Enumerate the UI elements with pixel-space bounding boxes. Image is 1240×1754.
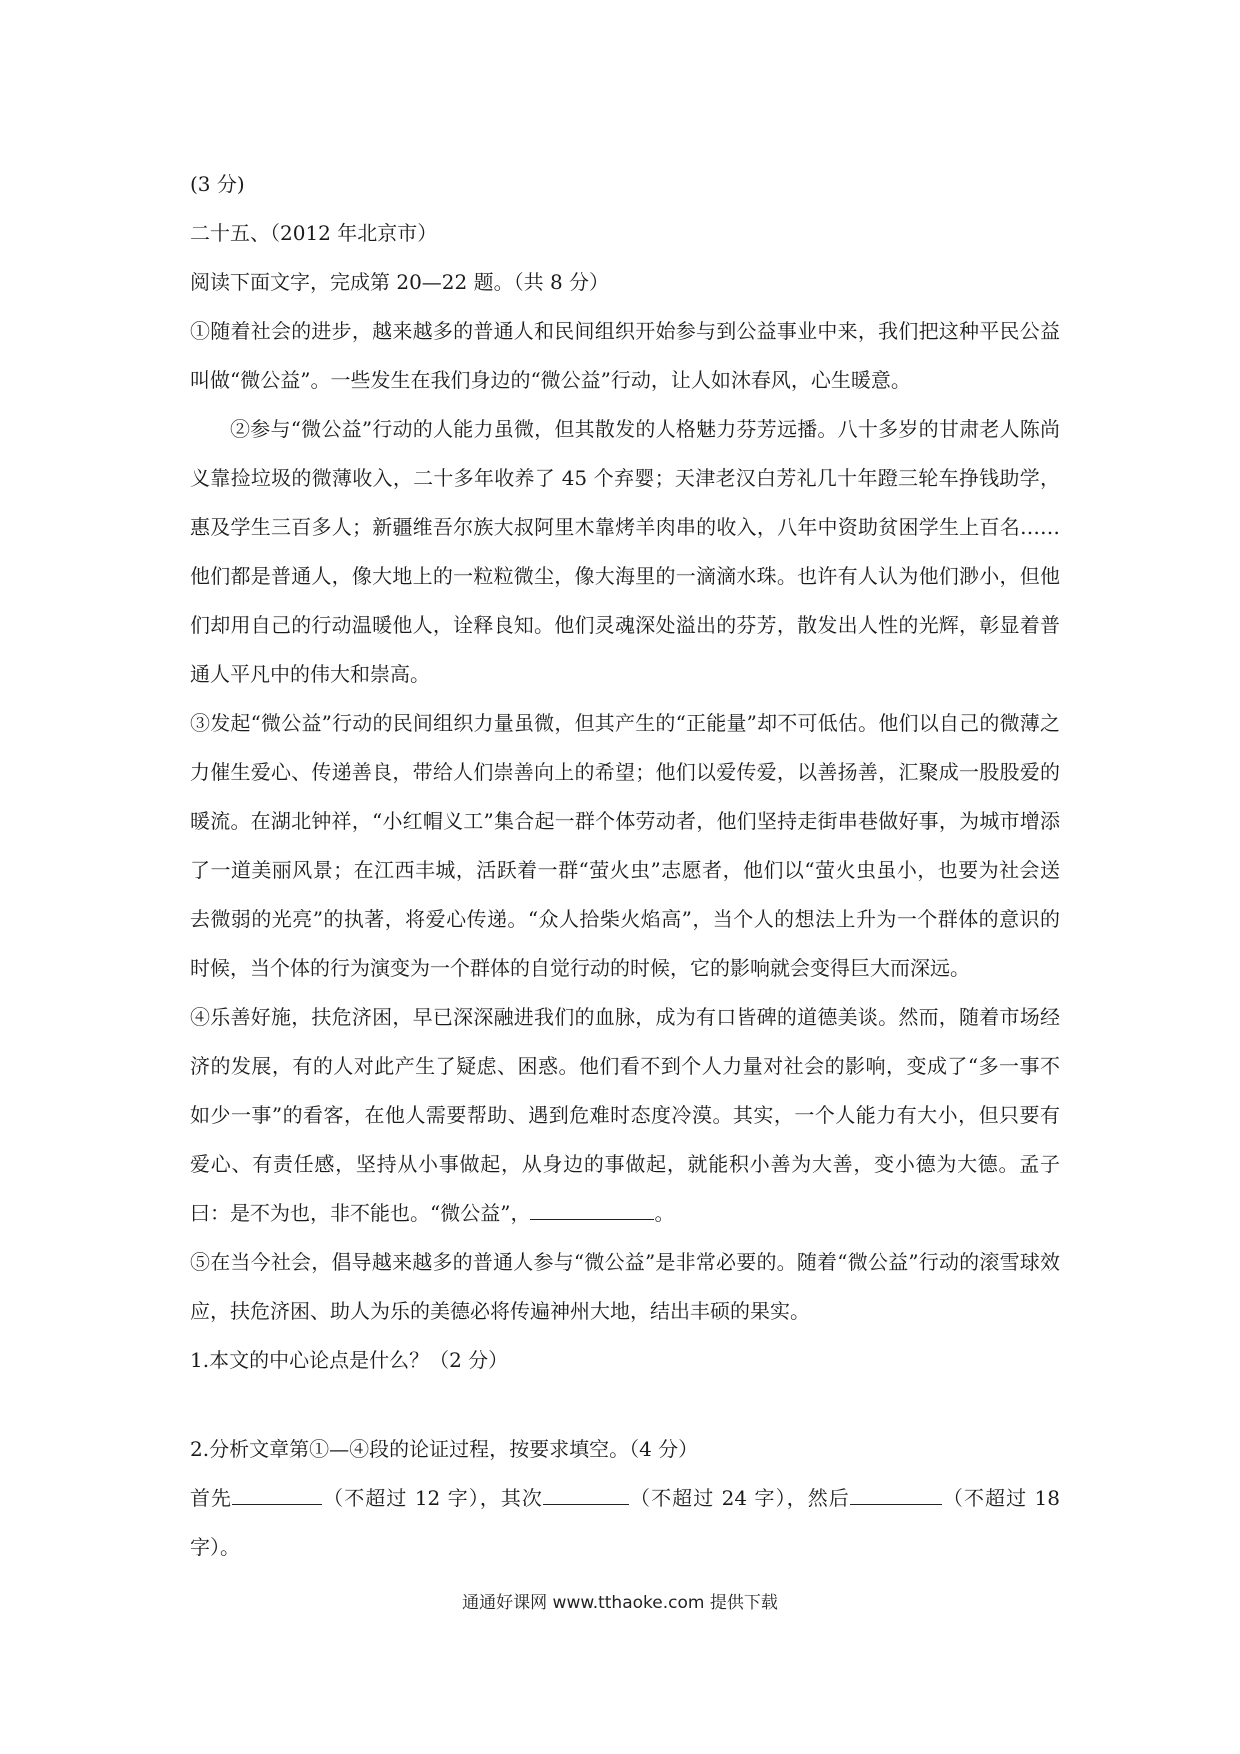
question-2: 2.分析文章第①—④段的论证过程，按要求填空。（4 分） xyxy=(190,1437,699,1461)
score-note: (3 分) xyxy=(190,172,245,196)
paragraph-1: ①随着社会的进步，越来越多的普通人和民间组织开始参与到公益事业中来，我们把这种平民公益叫做“微公益”。一些发生在我们身边的“微公益”行动，让人如沐春风，心生暖意。 xyxy=(190,319,1060,392)
fill-blank-first xyxy=(232,1486,322,1505)
paragraph-4 xyxy=(190,993,1060,1238)
page-footer: 通通好课网 www.tthaoke.com 提供下载 xyxy=(462,1593,778,1613)
fill-blank-second xyxy=(543,1486,629,1505)
paragraph-3: ③发起“微公益”行动的民间组织力量虽微，但其产生的“正能量”却不可低估。他们以自己的微薄之力催生爱心、传递善良，带给人们崇善向上的希望；他们以爱传爱，以善扬善，汇聚成一股股爱的暖流。在湖北钟祥，“小红帽义工”集合起一群个体劳动者，他们坚持走街串巷做好事，为城市增添了一道美丽风景；在江西丰城，活跃着一群“萤火虫”志愿者，他们以“萤火虫虽小，也要为社会送去微弱的光亮”的执著，将爱心传递。“众人拾柴火焰高”，当个人的想法上升为一个群体的意识的时候，当个体的行为演变为一个群体的自觉行动的时候，它的影响就会变得巨大而深远。 xyxy=(190,711,1060,980)
paragraph-5: ⑤在当今社会，倡导越来越多的普通人参与“微公益”是非常必要的。随着“微公益”行动的滚雪球效应，扶危济困、助人为乐的美德必将传遍神州大地，结出丰硕的果实。 xyxy=(190,1250,1060,1323)
question-1: 1.本文的中心论点是什么？（2 分） xyxy=(190,1348,509,1372)
answer-space xyxy=(190,1385,1060,1425)
question-2-fill xyxy=(190,1474,1060,1572)
fill-blank-third xyxy=(850,1486,942,1505)
paragraph-4-text: ④乐善好施，扶危济困，早已深深融进我们的血脉，成为有口皆碑的道德美谈。然而，随着市场经济的发展，有的人对此产生了疑虑、困惑。他们看不到个人力量对社会的影响，变成了“多一事不如少一事”的看客，在他人需要帮助、遇到危难时态度冷漠。其实，一个人能力有大小，但只要有爱心、有责任感，坚持从小事做起，从身边的事做起，就能积小善为大善，变小德为大德。孟子曰：是不为也，非不能也。“微公益”， xyxy=(190,1005,1060,1225)
fill-first-label: 首先 xyxy=(190,1486,233,1510)
paragraph-2: ②参与“微公益”行动的人能力虽微，但其散发的人格魅力芬芳远播。八十多岁的甘肃老人陈尚义靠捡垃圾的微薄收入，二十多年收养了 45 个弃婴；天津老汉白芳礼几十年蹬三轮车挣钱助学，惠及学生三百多人；新疆维吾尔族大叔阿里木靠烤羊肉串的收入，八年中资助贫困学生上百名……他们都是普通人，像大地上的一粒粒微尘，像大海里的一滴滴水珠。也许有人认为他们渺小，但他们却用自己的行动温暖他人，诠释良知。他们灵魂深处溢出的芬芳，散发出人性的光辉，彰显着普通人平凡中的伟大和崇高。 xyxy=(190,417,1060,686)
fill-blank xyxy=(530,1201,654,1220)
paragraph-4-end: 。 xyxy=(654,1201,675,1225)
fill-third-note: （不超过 18 字）。 xyxy=(190,1486,1060,1559)
section-title: 二十五、（2012 年北京市） xyxy=(190,221,438,245)
document-content xyxy=(190,160,1060,1572)
reading-instruction: 阅读下面文字，完成第 20—22 题。（共 8 分） xyxy=(190,270,610,294)
fill-first-note: （不超过 12 字），其次 xyxy=(322,1486,543,1510)
fill-second-note: （不超过 24 字），然后 xyxy=(628,1486,850,1510)
